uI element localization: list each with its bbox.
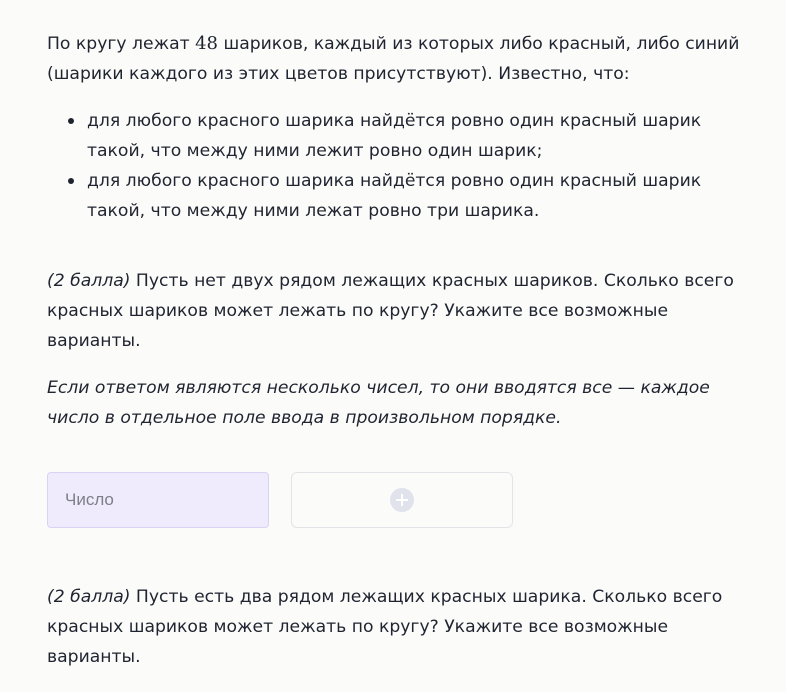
question-points: (2 балла) [47,587,131,607]
intro-text-start: По кругу лежат [47,34,196,54]
plus-circle-icon [390,488,414,512]
conditions-list [47,106,746,226]
condition-item: для любого красного шарика найдётся ровно один красный шарик такой, что между ними лежит ровно один шарик; [87,106,746,166]
question-text: Пусть есть два рядом лежащих красных шарика. Сколько всего красных шариков может лежать по кругу? Укажите все возможные варианты. [47,587,723,667]
answer-format-note: Если ответом являются несколько чисел, то они вводятся все — каждое число в отдельное поле ввода в произвольном порядке. [47,378,710,428]
question-points: (2 балла) [47,271,131,291]
answer-row-1 [47,472,746,528]
intro-text-end: шариков, каждый из которых либо красный, либо синий (шарики каждого из этих цветов присутствуют). Известно, что: [47,34,740,84]
section-gap [47,528,746,582]
problem-intro [47,29,746,89]
intro-number: 48 [195,33,218,54]
add-answer-field-button[interactable] [291,472,513,528]
condition-item: для любого красного шарика найдётся ровно один красный шарик такой, что между ними лежат ровно три шарика. [87,166,746,226]
question-2 [47,582,746,672]
question-text: Пусть нет двух рядом лежащих красных шариков. Сколько всего красных шариков может лежать по кругу? Укажите все возможные варианты. [47,271,734,351]
question-1 [47,266,746,356]
number-input[interactable] [47,472,269,528]
